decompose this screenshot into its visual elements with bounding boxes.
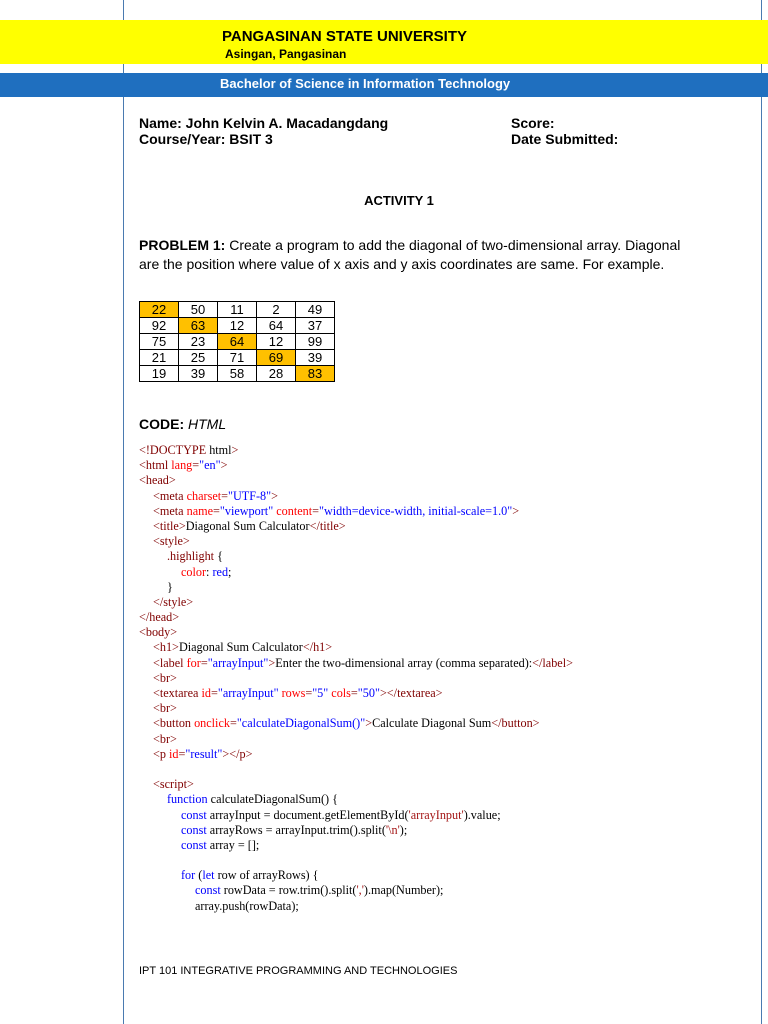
right-margin-rule [761,0,762,1024]
matrix-cell: 49 [296,302,335,318]
code-token: "calculateDiagonalSum()" [236,716,366,731]
code-token: <body> [139,625,178,640]
code-line [139,671,573,686]
code-token: "width=device-width, initial-scale=1.0" [318,503,513,518]
code-token: ; [228,564,232,579]
code-token: Diagonal Sum Calculator [178,640,303,655]
matrix-cell: 75 [140,334,179,350]
code-token: "en" [199,458,221,473]
code-token: calculateDiagonalSum() { [210,792,339,807]
code-token: content [276,503,313,518]
code-token: <style> [153,534,190,549]
code-token: html [209,443,232,457]
code-token: .highlight [167,549,218,564]
code-token: const [181,807,210,822]
code-token: Calculate Diagonal Sum [372,716,492,731]
matrix-cell: 23 [179,334,218,350]
code-token: <h1> [153,640,179,655]
code-line [139,716,573,731]
matrix-cell-diagonal: 63 [179,318,218,334]
code-token: ( [198,868,203,883]
code-token: > [271,488,279,503]
code-token: </label> [532,655,573,670]
code-line [139,853,573,868]
code-token: Enter the two-dimensional array (comma separated): [275,655,533,670]
code-line [139,808,573,823]
code-token: > [512,503,520,518]
code-line [139,580,573,595]
code-token: = [192,458,200,473]
code-line [139,473,573,488]
code-line [139,868,573,883]
code-token: <br> [153,731,177,746]
program-name: Bachelor of Science in Information Technology [220,76,511,91]
code-token: arrayInput = document.getElementById( [209,807,409,822]
code-token: "viewport" [219,503,277,518]
code-token: "50" [357,686,380,700]
code-token: <textarea [153,686,202,700]
code-token: = [350,686,358,700]
code-line [139,823,573,838]
code-token: <title> [153,518,186,533]
code-line [139,899,573,914]
matrix-cell: 99 [296,334,335,350]
matrix-cell: 12 [218,318,257,334]
code-token: <br> [153,701,177,716]
code-token: ); [399,822,408,837]
matrix-cell-diagonal: 83 [296,366,335,382]
code-token: </button> [491,716,540,731]
matrix-cell: 92 [140,318,179,334]
code-token: const [195,883,224,898]
code-line [139,640,573,655]
code-token: = [200,655,208,670]
matrix-row [140,334,335,350]
code-token: function [167,792,211,807]
example-matrix [139,301,335,382]
code-token: ></textarea> [379,686,443,700]
code-line [139,489,573,504]
code-token: <script> [153,777,194,792]
code-line [139,625,573,640]
code-line [139,732,573,747]
code-token: "UTF-8" [228,488,272,503]
code-token: id [169,746,179,761]
code-line [139,443,573,458]
activity-title: ACTIVITY 1 [364,193,434,208]
code-token: 'arrayInput' [408,807,464,822]
code-line [139,777,573,792]
student-name: Name: John Kelvin A. Macadangdang [139,115,389,131]
code-token: "result" [185,746,223,761]
code-token: <html [139,458,172,473]
code-token: > [220,458,228,473]
code-token: ).map(Number); [363,883,444,898]
code-token: rows [281,686,306,700]
code-token: > [365,716,373,731]
matrix-row [140,366,335,382]
code-token: </title> [309,518,346,533]
code-line [139,656,573,671]
code-token: > [231,443,239,457]
code-line [139,686,573,701]
code-token: ',' [356,883,364,898]
matrix-cell: 64 [257,318,296,334]
code-line [139,519,573,534]
matrix-cell: 39 [179,366,218,382]
code-token: '\n' [385,822,400,837]
matrix-cell: 50 [179,302,218,318]
code-token: onclick [194,716,230,731]
code-line [139,762,573,777]
code-token: arrayRows = arrayInput.trim().split( [209,822,386,837]
code-token: > [268,655,276,670]
code-token: </head> [139,610,180,625]
code-token: = [305,686,313,700]
code-line [139,595,573,610]
date-submitted-label: Date Submitted: [511,131,619,147]
left-margin-rule [123,0,124,1024]
matrix-row [140,318,335,334]
code-token: <!DOCTYPE [139,443,210,457]
code-token: <meta [153,503,187,518]
code-token: = [213,503,220,518]
code-token: const [181,837,210,852]
code-line [139,610,573,625]
code-token: <label [153,655,187,670]
matrix-cell: 21 [140,350,179,366]
code-line [139,504,573,519]
code-label: CODE: [139,416,185,432]
code-token: <p [153,746,170,761]
matrix-cell-diagonal: 69 [257,350,296,366]
matrix-cell: 58 [218,366,257,382]
matrix-cell-diagonal: 22 [140,302,179,318]
code-heading [139,416,226,432]
code-token: color [181,564,207,579]
matrix-cell: 11 [218,302,257,318]
code-token: rowData = row.trim().split( [223,883,357,898]
code-line [139,747,573,762]
code-token: const [181,822,210,837]
code-line [139,883,573,898]
university-name: PANGASINAN STATE UNIVERSITY [222,28,468,45]
code-token: = [178,746,186,761]
matrix-cell: 19 [140,366,179,382]
code-token: ></p> [222,746,253,761]
code-token: red [212,564,229,579]
code-token: = [210,686,218,700]
code-token: "arrayInput" [217,686,282,700]
code-token: "arrayInput" [207,655,269,670]
code-token: <button [153,716,195,731]
code-token: id [201,686,211,700]
code-token: = [229,716,237,731]
code-token: = [221,488,228,503]
code-line [139,549,573,564]
matrix-cell: 12 [257,334,296,350]
code-listing [139,443,573,914]
code-line [139,838,573,853]
code-line [139,565,573,580]
code-token: array.push(rowData); [195,898,299,913]
score-label: Score: [511,115,555,131]
code-token: "5" [312,686,332,700]
code-token: cols [331,686,351,700]
code-token: row of arrayRows) { [217,868,319,883]
code-line [139,792,573,807]
student-course: Course/Year: BSIT 3 [139,131,273,147]
code-token: array = []; [209,837,260,852]
code-token: </style> [153,594,194,609]
page-footer: IPT 101 INTEGRATIVE PROGRAMMING AND TECHNOLOGIES [139,965,458,977]
code-token: name [186,503,214,518]
code-token: { [217,549,223,564]
code-token: ).value; [463,807,501,822]
problem-label: PROBLEM 1: [139,237,226,253]
code-token: charset [186,488,222,503]
code-token: <br> [153,670,177,685]
code-token: : [206,564,213,579]
code-token: <meta [153,488,187,503]
code-token: = [312,503,319,518]
code-token: </h1> [302,640,333,655]
code-token: let [202,868,218,883]
matrix-cell: 71 [218,350,257,366]
code-token: for [186,655,201,670]
code-token: <head> [139,473,176,488]
code-token: lang [171,458,193,473]
university-location: Asingan, Pangasinan [225,47,347,61]
matrix-cell: 25 [179,350,218,366]
matrix-cell: 28 [257,366,296,382]
code-line [139,458,573,473]
matrix-cell: 37 [296,318,335,334]
code-token: Diagonal Sum Calculator [185,518,310,533]
matrix-cell: 39 [296,350,335,366]
problem-text: Create a program to add the diagonal of two-dimensional array. Diagonal are the position where value of x axis and y axis coordinates are same. For example. [139,237,681,272]
code-language: HTML [188,416,227,432]
matrix-row [140,302,335,318]
code-token: for [181,868,199,883]
problem-statement [139,236,699,273]
matrix-cell: 2 [257,302,296,318]
matrix-row [140,350,335,366]
code-line [139,534,573,549]
matrix-cell-diagonal: 64 [218,334,257,350]
code-token: } [167,579,173,594]
code-line [139,701,573,716]
